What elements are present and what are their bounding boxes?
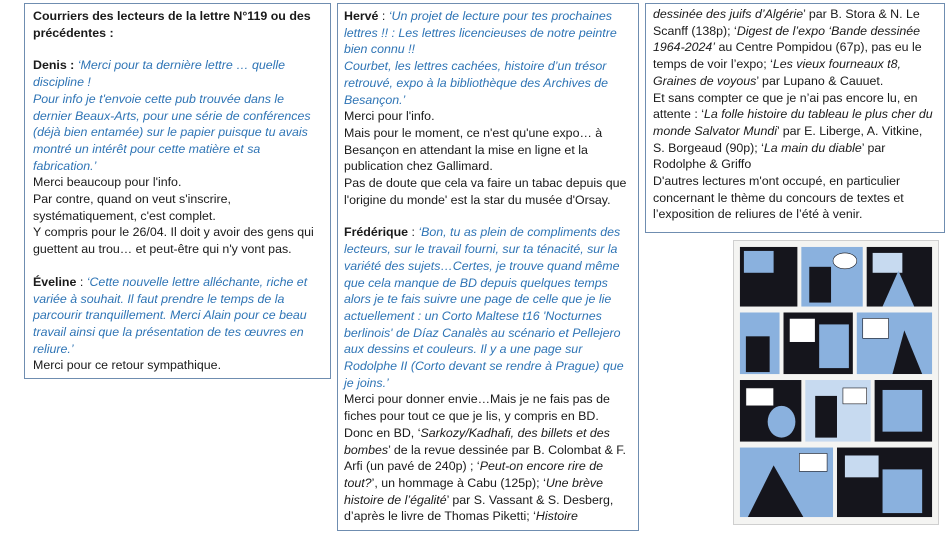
text-line: temps de voir l’expo; ‘Les vieux fourneaux t8, (653, 57, 901, 72)
reply-line: Pas de doute que cela va faire un tabac depuis que (344, 176, 627, 191)
text-line: retrouvé, expo à la bibliothèque des Archives de (344, 75, 609, 90)
reply-line: Merci beaucoup pour l'info. (33, 175, 182, 190)
eveline-name: Éveline (33, 274, 77, 289)
text-line: Et sans compter ce que je n’ai pas encore lu, en (653, 90, 918, 105)
reply-line: publication chez Gallimard. (344, 159, 493, 174)
reply-line: guettent au trou… et peut-être qui n'y vont pas. (33, 242, 292, 257)
text-line: (déjà bien entamée) sur le papier puisque tu avais (33, 125, 308, 140)
text-line: aux dessins et couleurs. Il y a une page sur (344, 342, 583, 357)
text-line: fabrication.’ (33, 158, 97, 173)
text-line: Besançon.’ (344, 92, 406, 107)
column-title: Courriers des lecteurs de la lettre N°119 ou des précédentes : (33, 9, 311, 40)
text-line: Scanff (138p); ‘Digest de l’expo ‘Bande dessinée (653, 23, 921, 38)
text-line: variété des sujets…Certes, je trouve quand même (344, 258, 620, 273)
denis-name: Denis : (33, 58, 75, 73)
reply-line: Merci pour l'info. (344, 109, 435, 124)
text-line: travail ainsi que la présentation de tes œuvres en (33, 324, 304, 339)
herve-quote: Hervé : ‘Un projet de lecture pour tes prochaines (344, 9, 612, 23)
reply-line: fiches pour tout ce que je lis, y compris en BD. (344, 409, 599, 424)
reply-line: Merci pour ce retour sympathique. (33, 358, 222, 373)
reply-line: bombes’ de la revue dessinée par B. Colombat & F. (344, 442, 626, 457)
text-line: Rodolphe & Griffo (653, 157, 752, 172)
reply-line: Y compris pour le 26/04. Il doit y avoir des gens qui (33, 225, 314, 240)
eveline-quote: Éveline : ‘Cette nouvelle lettre alléchante, riche et (33, 274, 308, 289)
text-line: je joins.’ (344, 375, 389, 390)
text-line: concernant le thème du concours de textes et (653, 190, 904, 205)
text-line: Rodolphe II (Corto devant se rendre à Prague) que (344, 359, 624, 374)
reply-line: Par contre, quand on veut s'inscrire, (33, 192, 231, 207)
reply-line: tout?’, un hommage à Cabu (125p); ‘Une brève (344, 475, 603, 490)
reply-line: Mais pour le moment, ce n'est qu'une expo… à (344, 125, 603, 140)
text-line: lecteurs, sur le travail fourni, sur ta ténacité, sur la (344, 242, 618, 257)
text-line: lettres !! : Les lettres licencieuses de notre peintre (344, 25, 617, 40)
text-line: Graines de voyous’ par Lupano & Cauuet. (653, 73, 884, 88)
reply-line: d’après le livre de Thomas Piketti; ‘Histoire (344, 509, 578, 524)
text-line: dernier Beaux-Arts, pour une série de conférences (33, 108, 311, 123)
comic-page-image (733, 240, 939, 525)
letters-column-3 (645, 3, 945, 233)
text-line: discipline ! (33, 75, 91, 90)
reply-line: histoire de l’égalité’ par S. Vassant & S. Desberg, (344, 492, 614, 507)
reply-line: Arfi (un pavé de 240p) ; ‘Peut-on encore rire de (344, 459, 603, 474)
text-line: monde Salvator Mundi’ par E. Liberge, A. Vitkine, (653, 123, 923, 138)
letters-column-2 (337, 3, 639, 531)
text-line: attente : ‘La folle histoire du tableau le plus cher du (653, 107, 933, 122)
text-line: bien connu !! (344, 42, 415, 57)
text-line: berlinois' de Díaz Canalès au scénario et Pellejero (344, 325, 621, 340)
frederique-quote: Frédérique : ‘Bon, tu as plein de compliments des (344, 225, 621, 240)
text-line: actuellement : un Corto Maltese t16 'Nocturnes (344, 308, 602, 323)
reply-line: systématiquement, c'est complet. (33, 208, 216, 223)
text-line: que cela manque de BD depuis quelques temps (344, 275, 608, 290)
text-line: S. Borgeaud (90p); ‘La main du diable’ par (653, 140, 886, 155)
frederique-name: Frédérique (344, 225, 409, 240)
reply-line: Besançon en attendant la mise en ligne et la (344, 142, 588, 157)
text-line: alors je te fais suivre une page de celle que je lie (344, 292, 612, 307)
herve-name: Hervé (344, 9, 379, 23)
text-line: parcourir tranquillement. Merci Alain pour ce beau (33, 308, 307, 323)
text-line: dessinée des juifs d’Algérie’ par B. Stora & N. Le (653, 7, 920, 21)
text-line: Courbet, les lettres cachées, histoire d’un trésor (344, 59, 607, 74)
comic-page-drawing (734, 241, 938, 524)
reply-line: Donc en BD, ‘Sarkozy/Kadhafi, des billets et des (344, 425, 610, 440)
text-line: variée à souhait. Il faut prendre le temps de la (33, 291, 285, 306)
text-line: l’exposition de reliures de l’été à venir. (653, 207, 863, 222)
letters-column-1 (24, 3, 331, 379)
text-line: D'autres lectures m'ont occupé, en particulier (653, 174, 901, 189)
text-line: Pour info je t'envoie cette pub trouvée dans le (33, 91, 285, 106)
text-line: reliure.’ (33, 341, 74, 356)
text-line: montré un intérêt pour cette matière et sa (33, 141, 261, 156)
text-line: 1964-2024’ au Centre Pompidou (67p), pas eu le (653, 40, 922, 55)
reply-line: Merci pour donner envie…Mais je ne fais pas de (344, 392, 610, 407)
reply-line: l'origine du monde' est la star du musée d'Orsay. (344, 192, 611, 207)
denis-quote: Denis : ‘Merci pour ta dernière lettre … quelle (33, 58, 286, 73)
